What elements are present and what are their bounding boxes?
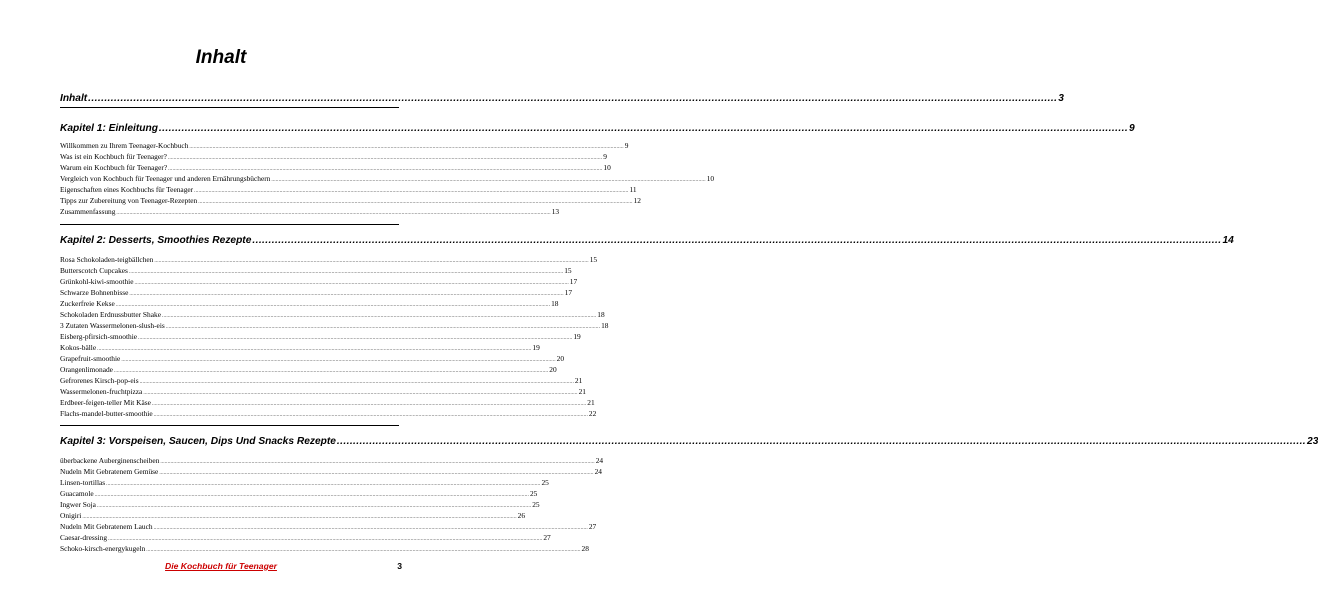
toc-main-label: Inhalt bbox=[60, 93, 88, 104]
toc-entry-label: Schokoladen Erdnussbutter Shake bbox=[60, 310, 161, 319]
toc-entry-label: Grünkohl-kiwi-smoothie bbox=[60, 277, 134, 286]
toc-entry[interactable] bbox=[60, 173, 715, 184]
chapter-heading-page: 23 bbox=[1307, 436, 1318, 447]
leader-dots: ............................................................................................................................................................................................................................................................................................................ bbox=[146, 547, 581, 553]
toc-entry-label: Schwarze Bohnenbisse bbox=[60, 288, 129, 297]
toc-entry[interactable] bbox=[60, 162, 611, 173]
leader-dots: ............................................................................................................................................................................................................................................................................................................ bbox=[271, 177, 706, 183]
toc-entry[interactable] bbox=[60, 466, 602, 477]
toc-main-page: 3 bbox=[1058, 93, 1064, 104]
chapter-1-heading[interactable] bbox=[60, 122, 1135, 136]
chapter-2-heading[interactable] bbox=[60, 234, 1234, 248]
leader-dots: ............................................................................................................................................................................................................................................................................................................ bbox=[116, 210, 551, 216]
chapter-3-section bbox=[60, 435, 1318, 554]
toc-entry[interactable] bbox=[60, 488, 538, 499]
toc-entry-page: 10 bbox=[706, 174, 715, 183]
toc-entry[interactable] bbox=[60, 499, 540, 510]
leader-dots: ............................................................................................................................................................................................................................................................................................................ bbox=[153, 412, 588, 418]
toc-entry[interactable] bbox=[60, 184, 637, 195]
toc-entry-label: Erdbeer-feigen-teller Mit Käse bbox=[60, 398, 151, 407]
toc-entry-page: 9 bbox=[624, 141, 629, 150]
toc-entry-label: Zuckerfreie Kekse bbox=[60, 299, 115, 308]
leader-dots: ............................................................................................................................................................................................................................................................................................................ bbox=[252, 235, 1222, 246]
leader-dots: ............................................................................................................................................................................................................................................................................................................ bbox=[88, 93, 1058, 104]
toc-entry-label: Gefrorenes Kirsch-pop-eis bbox=[60, 376, 139, 385]
toc-entry-page: 9 bbox=[603, 152, 607, 161]
toc-entry-page: 17 bbox=[564, 288, 573, 297]
leader-dots: ............................................................................................................................................................................................................................................................................................................ bbox=[165, 324, 601, 330]
page-number: 3 bbox=[397, 561, 402, 571]
chapter-heading-page: 9 bbox=[1129, 123, 1135, 134]
leader-dots: ............................................................................................................................................................................................................................................................................................................ bbox=[198, 199, 633, 205]
toc-entry[interactable] bbox=[60, 140, 629, 151]
divider-rule bbox=[60, 425, 399, 426]
toc-entry-label: Ingwer Soja bbox=[60, 500, 96, 509]
toc-entry-page: 19 bbox=[573, 332, 581, 341]
toc-entry[interactable] bbox=[60, 195, 641, 206]
toc-entry-page: 21 bbox=[574, 376, 583, 385]
toc-entry[interactable] bbox=[60, 477, 549, 488]
leader-dots: ............................................................................................................................................................................................................................................................................................................ bbox=[162, 313, 597, 319]
leader-dots: ............................................................................................................................................................................................................................................................................................................ bbox=[113, 368, 549, 374]
toc-entry-page: 28 bbox=[581, 544, 589, 553]
toc-entry-label: Kokos-bälle bbox=[60, 343, 97, 352]
toc-entry-page: 18 bbox=[597, 310, 605, 319]
toc-entry[interactable] bbox=[60, 151, 607, 162]
toc-entry-page: 24 bbox=[595, 456, 604, 465]
leader-dots: ............................................................................................................................................................................................................................................................................................................ bbox=[153, 525, 588, 531]
toc-entry-page: 18 bbox=[551, 299, 559, 308]
toc-main-row[interactable] bbox=[60, 92, 1064, 106]
leader-dots: ............................................................................................................................................................................................................................................................................................................ bbox=[108, 536, 543, 542]
toc-entry-page: 25 bbox=[529, 489, 538, 498]
toc-entry-page: 22 bbox=[588, 409, 597, 418]
leader-dots: ............................................................................................................................................................................................................................................................................................................ bbox=[94, 492, 529, 498]
toc-entry-page: 25 bbox=[532, 500, 540, 509]
toc-entry[interactable] bbox=[60, 265, 572, 276]
chapter-heading-label: Kapitel 2: Desserts, Smoothies Rezepte bbox=[60, 235, 252, 246]
divider-rule bbox=[60, 224, 399, 225]
toc-entry-page: 11 bbox=[629, 185, 637, 194]
toc-entry-page: 27 bbox=[543, 533, 551, 542]
toc-entry-page: 17 bbox=[569, 277, 578, 286]
toc-entry[interactable] bbox=[60, 298, 559, 309]
chapter-heading-page: 14 bbox=[1222, 235, 1234, 246]
toc-entry-page: 13 bbox=[551, 207, 560, 216]
toc-entry[interactable] bbox=[60, 206, 560, 217]
toc-entry[interactable] bbox=[60, 408, 597, 419]
leader-dots: ............................................................................................................................................................................................................................................................................................................ bbox=[134, 280, 569, 286]
chapter-1-section bbox=[60, 122, 1135, 217]
leader-dots: ............................................................................................................................................................................................................................................................................................................ bbox=[158, 123, 1129, 134]
toc-entry[interactable] bbox=[60, 287, 573, 298]
toc-entry[interactable] bbox=[60, 521, 597, 532]
toc-entry-page: 18 bbox=[601, 321, 609, 330]
toc-entry-label: überbackene Auberginenscheiben bbox=[60, 456, 160, 465]
leader-dots: ............................................................................................................................................................................................................................................................................................................ bbox=[115, 302, 551, 308]
toc-entry[interactable] bbox=[60, 254, 598, 265]
leader-dots: ............................................................................................................................................................................................................................................................................................................ bbox=[168, 166, 603, 172]
toc-entry-label: Warum ein Kochbuch für Teenager? bbox=[60, 163, 168, 172]
toc-entry-label: Was ist ein Kochbuch für Teenager? bbox=[60, 152, 167, 161]
toc-entry-label: Orangenlimonade bbox=[60, 365, 113, 374]
toc-entry-label: Linsen-tortillas bbox=[60, 478, 106, 487]
toc-entry-label: Schoko-kirsch-energykugeln bbox=[60, 544, 146, 553]
toc-entry-label: Eigenschaften eines Kochbuchs für Teenager bbox=[60, 185, 194, 194]
leader-dots: ............................................................................................................................................................................................................................................................................................................ bbox=[167, 155, 603, 161]
chapter-heading-label: Kapitel 3: Vorspeisen, Saucen, Dips Und Snacks Rezepte bbox=[60, 436, 336, 447]
toc-entry-label: Rosa Schokoladen-teigbällchen bbox=[60, 255, 154, 264]
toc-entry-page: 15 bbox=[589, 255, 598, 264]
leader-dots: ............................................................................................................................................................................................................................................................................................................ bbox=[189, 144, 624, 150]
chapter-heading-label: Kapitel 1: Einleitung bbox=[60, 123, 158, 134]
toc-entry[interactable] bbox=[60, 455, 604, 466]
toc-entry-label: Onigiri bbox=[60, 511, 82, 520]
toc-entry-page: 12 bbox=[633, 196, 641, 205]
toc-entry-page: 27 bbox=[588, 522, 597, 531]
toc-entry-page: 21 bbox=[587, 398, 595, 407]
leader-dots: ............................................................................................................................................................................................................................................................................................................ bbox=[97, 346, 532, 352]
toc-entry-page: 15 bbox=[564, 266, 572, 275]
toc-entry[interactable] bbox=[60, 320, 609, 331]
toc-entry-page: 10 bbox=[603, 163, 611, 172]
toc-entry-page: 26 bbox=[517, 511, 526, 520]
toc-entry[interactable] bbox=[60, 309, 605, 320]
leader-dots: ............................................................................................................................................................................................................................................................................................................ bbox=[154, 258, 589, 264]
leader-dots: ............................................................................................................................................................................................................................................................................................................ bbox=[82, 514, 517, 520]
footer-book-title[interactable]: Die Kochbuch für Teenager bbox=[165, 561, 277, 571]
chapter-3-heading[interactable] bbox=[60, 435, 1318, 449]
toc-entry-label: Eisberg-pfirsich-smoothie bbox=[60, 332, 138, 341]
toc-entry-label: Grapefruit-smoothie bbox=[60, 354, 121, 363]
toc-entry[interactable] bbox=[60, 364, 557, 375]
toc-entry-label: Nudeln Mit Gebratenem Lauch bbox=[60, 522, 153, 531]
toc-entry[interactable] bbox=[60, 331, 581, 342]
toc-entry[interactable] bbox=[60, 510, 526, 521]
toc-entry-page: 19 bbox=[532, 343, 540, 352]
toc-entry[interactable] bbox=[60, 543, 589, 554]
toc-entry[interactable] bbox=[60, 342, 540, 353]
toc-entry[interactable] bbox=[60, 353, 565, 364]
toc-entry-label: Caesar-dressing bbox=[60, 533, 108, 542]
leader-dots: ............................................................................................................................................................................................................................................................................................................ bbox=[336, 436, 1307, 447]
toc-entry-label: Guacamole bbox=[60, 489, 94, 498]
leader-dots: ............................................................................................................................................................................................................................................................................................................ bbox=[129, 291, 564, 297]
page-title: Inhalt bbox=[195, 47, 247, 68]
toc-entry-label: Wassermelonen-fruchtpizza bbox=[60, 387, 143, 396]
toc-entry-page: 20 bbox=[549, 365, 557, 374]
leader-dots: ............................................................................................................................................................................................................................................................................................................ bbox=[160, 459, 595, 465]
toc-entry-label: Nudeln Mit Gebratenem Gemüse bbox=[60, 467, 159, 476]
toc-main bbox=[60, 92, 1064, 106]
toc-entry-label: Zusammenfassung bbox=[60, 207, 116, 216]
toc-entry-page: 24 bbox=[594, 467, 602, 476]
divider-rule bbox=[60, 107, 399, 108]
leader-dots: ............................................................................................................................................................................................................................................................................................................ bbox=[138, 335, 573, 341]
leader-dots: ............................................................................................................................................................................................................................................................................................................ bbox=[128, 269, 564, 275]
toc-entry-label: Tipps zur Zubereitung von Teenager-Rezepten bbox=[60, 196, 198, 205]
toc-entry-label: Butterscotch Cupcakes bbox=[60, 266, 128, 275]
toc-entry[interactable] bbox=[60, 375, 583, 386]
leader-dots: ............................................................................................................................................................................................................................................................................................................ bbox=[139, 379, 574, 385]
leader-dots: ............................................................................................................................................................................................................................................................................................................ bbox=[121, 357, 556, 363]
toc-entry-label: Willkommen zu Ihrem Teenager-Kochbuch bbox=[60, 141, 189, 150]
leader-dots: ............................................................................................................................................................................................................................................................................................................ bbox=[143, 390, 578, 396]
leader-dots: ............................................................................................................................................................................................................................................................................................................ bbox=[159, 470, 594, 476]
toc-entry[interactable] bbox=[60, 386, 586, 397]
toc-entry-page: 20 bbox=[556, 354, 565, 363]
toc-entry-page: 21 bbox=[578, 387, 586, 396]
toc-entry-page: 25 bbox=[541, 478, 549, 487]
leader-dots: ............................................................................................................................................................................................................................................................................................................ bbox=[96, 503, 532, 509]
toc-entry-label: 3 Zutaten Wassermelonen-slush-eis bbox=[60, 321, 165, 330]
leader-dots: ............................................................................................................................................................................................................................................................................................................ bbox=[194, 188, 629, 194]
leader-dots: ............................................................................................................................................................................................................................................................................................................ bbox=[106, 481, 541, 487]
toc-entry[interactable] bbox=[60, 276, 578, 287]
toc-entry[interactable] bbox=[60, 532, 551, 543]
toc-entry-label: Flachs-mandel-butter-smoothie bbox=[60, 409, 153, 418]
toc-entry[interactable] bbox=[60, 397, 595, 408]
toc-entry-label: Vergleich von Kochbuch für Teenager und anderen Ernährungsbüchern bbox=[60, 174, 271, 183]
leader-dots: ............................................................................................................................................................................................................................................................................................................ bbox=[151, 401, 587, 407]
chapter-2-section bbox=[60, 234, 1234, 419]
